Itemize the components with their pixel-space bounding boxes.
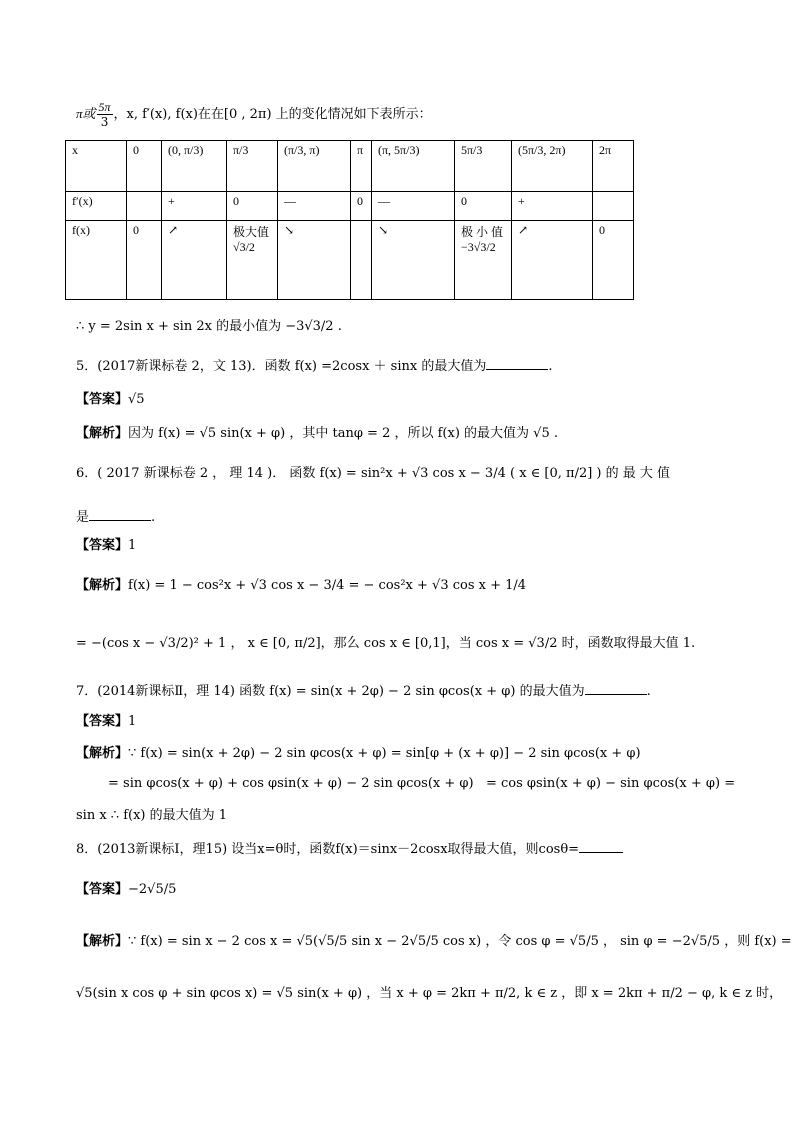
table-cell: (5π/3, 2π)	[512, 141, 593, 192]
answer-blank	[579, 838, 623, 853]
answer-blank	[89, 506, 151, 521]
table-cell: —	[278, 192, 351, 221]
q7-analysis-2b: = cos φsin(x + φ) − sin φcos(x + φ) =	[486, 776, 736, 791]
table-cell: (π/3, π)	[278, 141, 351, 192]
table-cell: ↘	[372, 221, 455, 300]
q6-stem-cont: 是 .	[76, 506, 155, 528]
table-row-derivative	[66, 192, 634, 221]
q8-analysis-1: 【解析】∵ f(x) = sin x − 2 cos x = √5(√5/5 sin x − 2√5/5 cos x) ，令 cos φ = √5/5 ， sin φ = −2√5/5 ，则 f(x) =	[76, 934, 792, 949]
q7-analysis-3: sin x ∴ f(x) 的最大值为 1	[76, 808, 228, 823]
table-cell: ↘	[278, 221, 351, 300]
q7-analysis-2: = sin φcos(x + φ) + cos φsin(x + φ) − 2 sin φcos(x + φ)	[108, 776, 474, 791]
table-cell: x	[66, 141, 127, 192]
table-cell: 0	[127, 221, 162, 300]
conclusion-line: ∴ y = 2sin x + sin 2x 的最小值为 −3√3/2 .	[76, 319, 342, 334]
table-row-x	[66, 141, 634, 192]
table-cell: 极 小 值 −3√3/2	[455, 221, 512, 300]
table-cell: ↗	[512, 221, 593, 300]
q8-answer: 【答案】−2√5/5	[76, 882, 177, 897]
q6-analysis-1: 【解析】f(x) = 1 − cos²x + √3 cos x − 3/4 = − cos²x + √3 cos x + 1/4	[76, 578, 527, 593]
table-cell: π	[351, 141, 372, 192]
table-cell	[593, 192, 634, 221]
table-cell: ↗	[162, 221, 227, 300]
q7-analysis-1: 【解析】∵ f(x) = sin(x + 2φ) − 2 sin φcos(x + φ) = sin[φ + (x + φ)] − 2 sin φcos(x + φ)	[76, 746, 641, 761]
table-cell: 0	[351, 192, 372, 221]
q7-answer: 【答案】1	[76, 714, 137, 729]
q6-stem: 6．( 2017 新课标卷 2 ， 理 14 )． 函数 f(x) = sin²x + √3 cos x − 3/4 ( x ∈ [0, π/2] ) 的 最 大 值	[76, 466, 671, 481]
table-cell: (π, 5π/3)	[372, 141, 455, 192]
q6-analysis-2: = −(cos x − √3/2)² + 1 ， x ∈ [0, π/2]，那么 cos x ∈ [0,1]，当 cos x = √3/2 时，函数取得最大值 1.	[76, 636, 696, 651]
table-cell: +	[512, 192, 593, 221]
q6-answer: 【答案】1	[76, 538, 137, 553]
intro-text: ，x, f′(x), f(x)在在[0 , 2π) 上的变化情况如下表所示：	[113, 107, 432, 122]
q8-stem: 8．(2013新课标Ⅰ，理15) 设当x=θ时，函数f(x)＝sinx－2cosx取得最大值，则cosθ=	[76, 838, 623, 860]
answer-blank	[585, 680, 647, 695]
table-cell	[127, 192, 162, 221]
q5-stem: 5．(2017新课标卷 2，文 13)．函数 f(x) =2cosx ＋ sinx 的最大值为 .	[76, 355, 552, 377]
answer-blank	[486, 355, 548, 370]
q5-answer: 【答案】√5	[76, 392, 145, 407]
table-cell: 0	[593, 221, 634, 300]
table-cell: —	[372, 192, 455, 221]
table-cell: 0	[127, 141, 162, 192]
table-cell: f′(x)	[66, 192, 127, 221]
q8-analysis-2: √5(sin x cos φ + sin φcos x) = √5 sin(x + φ) ，当 x + φ = 2kπ + π/2, k ∈ z ，即 x = 2kπ + π/2 − φ, k ∈ z 时，	[76, 986, 783, 1001]
table-cell: π/3	[227, 141, 278, 192]
table-cell: 0	[227, 192, 278, 221]
intro-prefix: π或	[76, 106, 96, 121]
table-cell: 极大值 √3/2	[227, 221, 278, 300]
table-cell: 5π/3	[455, 141, 512, 192]
table-cell: f(x)	[66, 221, 127, 300]
variation-table	[65, 140, 634, 300]
table-cell: 2π	[593, 141, 634, 192]
table-cell: (0, π/3)	[162, 141, 227, 192]
q5-analysis: 【解析】因为 f(x) = √5 sin(x + φ) ，其中 tanφ = 2 ，所以 f(x) 的最大值为 √5 .	[76, 426, 558, 441]
intro-line	[76, 100, 432, 129]
table-row-function	[66, 221, 634, 300]
q7-stem: 7．(2014新课标Ⅱ，理 14) 函数 f(x) = sin(x + 2φ) − 2 sin φcos(x + φ) 的最大值为 .	[76, 680, 651, 702]
intro-fraction: $\frac{5\pi}{3}$	[98, 100, 111, 129]
table-cell: 0	[455, 192, 512, 221]
table-cell	[351, 221, 372, 300]
table-cell: +	[162, 192, 227, 221]
